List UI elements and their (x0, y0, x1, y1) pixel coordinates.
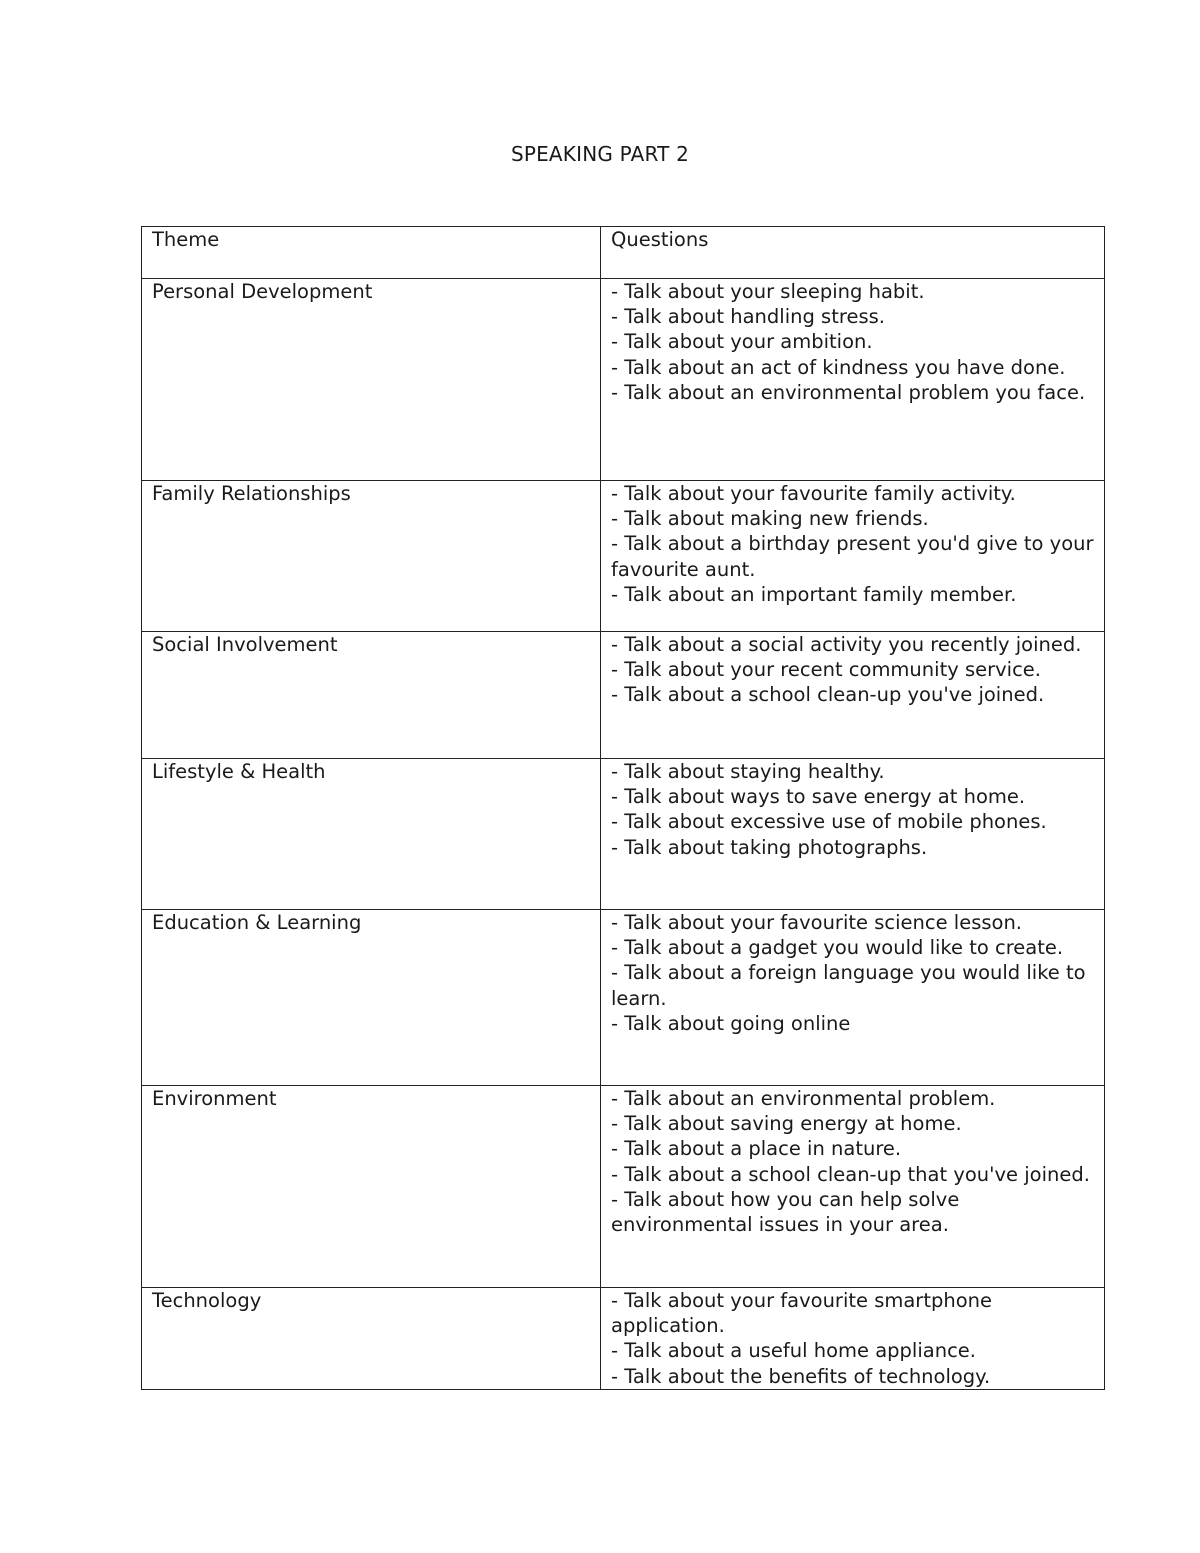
question-item: - Talk about an environmental problem. (611, 1087, 996, 1110)
theme-header: Theme (142, 227, 601, 279)
question-item: - Talk about making new friends. (611, 507, 929, 531)
question-item: - Talk about saving energy at home. (611, 1112, 962, 1136)
question-item: - Talk about a place in nature. (611, 1137, 902, 1161)
table-row (142, 1288, 1105, 1390)
theme-cell: Technology (142, 1288, 601, 1390)
questions-cell (601, 1086, 1105, 1288)
questions-header: Questions (601, 227, 1105, 279)
question-item: - Talk about handling stress. (611, 305, 885, 329)
theme-cell: Environment (142, 1086, 601, 1288)
table-header-row (142, 227, 1105, 279)
question-item: - Talk about a social activity you recently joined. (611, 633, 1082, 656)
question-item: - Talk about your recent community service. (611, 658, 1041, 682)
questions-cell (601, 910, 1105, 1086)
question-item: - Talk about staying healthy. (611, 760, 885, 783)
question-item: - Talk about a school clean-up that you've joined. (611, 1162, 1090, 1186)
question-item: - Talk about your favourite family activity. (611, 482, 1016, 505)
question-item: - Talk about excessive use of mobile phones. (611, 810, 1047, 834)
question-item: - Talk about the benefits of technology. (611, 1364, 991, 1388)
question-item: - Talk about how you can help solve environmental issues in your area. (611, 1187, 960, 1237)
table-row (142, 632, 1105, 759)
table-row (142, 279, 1105, 481)
table-row (142, 481, 1105, 632)
question-item: - Talk about an important family member. (611, 582, 1017, 606)
theme-cell: Lifestyle & Health (142, 759, 601, 910)
questions-cell (601, 1288, 1105, 1390)
theme-cell: Education & Learning (142, 910, 601, 1086)
questions-cell (601, 759, 1105, 910)
questions-cell (601, 481, 1105, 632)
question-item: - Talk about an act of kindness you have done. (611, 355, 1066, 379)
theme-cell: Social Involvement (142, 632, 601, 759)
question-item: - Talk about your sleeping habit. (611, 280, 925, 303)
question-item: - Talk about going online (611, 1011, 851, 1035)
table-row (142, 759, 1105, 910)
question-item: - Talk about a useful home appliance. (611, 1339, 976, 1363)
theme-cell: Personal Development (142, 279, 601, 481)
question-item: - Talk about taking photographs. (611, 835, 928, 859)
question-item: - Talk about your ambition. (611, 330, 873, 354)
question-item: - Talk about a foreign language you would like to learn. (611, 961, 1086, 1010)
question-item: - Talk about your favourite smartphone application. (611, 1289, 992, 1338)
page-title: SPEAKING PART 2 (510, 142, 690, 166)
question-item: - Talk about a school clean-up you've joined. (611, 683, 1045, 707)
question-item: - Talk about ways to save energy at home. (611, 785, 1026, 809)
question-item: - Talk about a gadget you would like to create. (611, 936, 1064, 960)
table-row (142, 910, 1105, 1086)
question-item: - Talk about an environmental problem you face. (611, 380, 1086, 404)
questions-cell (601, 279, 1105, 481)
speaking-topics-table (141, 226, 1105, 1390)
question-item: - Talk about a birthday present you'd give to your favourite aunt. (611, 532, 1094, 581)
questions-cell (601, 632, 1105, 759)
table-row (142, 1086, 1105, 1288)
question-item: - Talk about your favourite science lesson. (611, 911, 1022, 934)
theme-cell: Family Relationships (142, 481, 601, 632)
